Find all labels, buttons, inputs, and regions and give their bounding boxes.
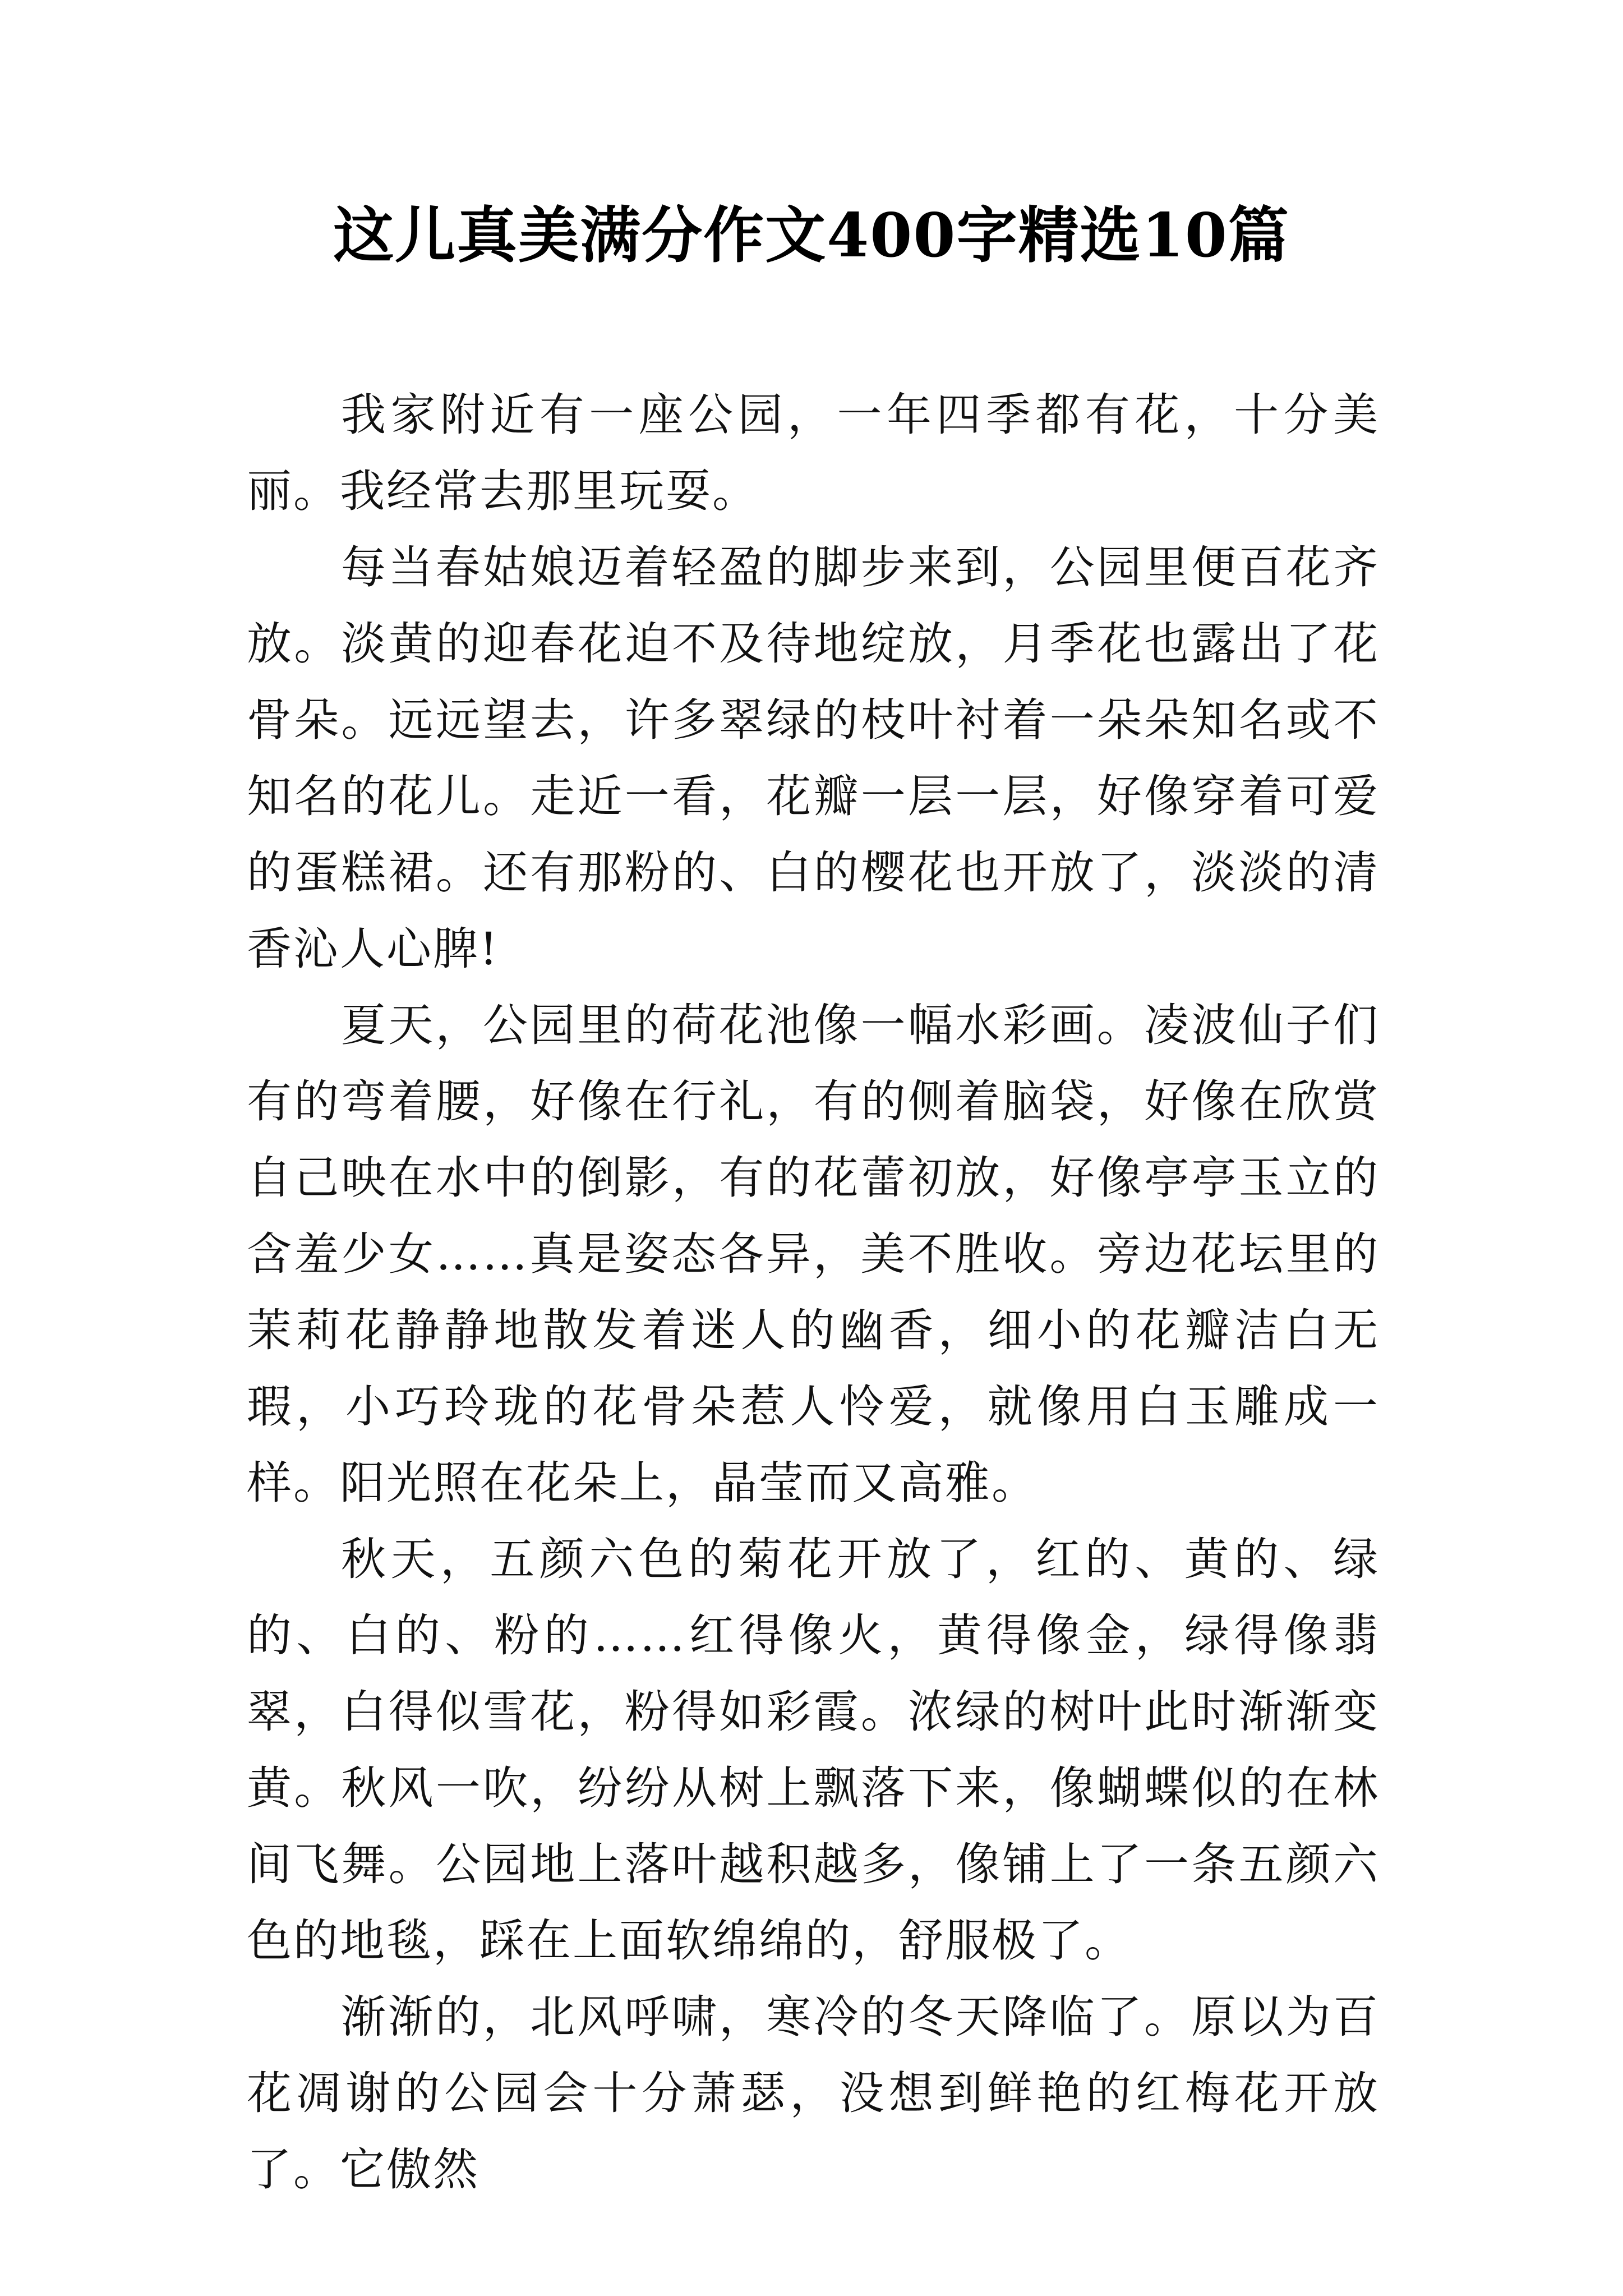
paragraph-spring: 每当春姑娘迈着轻盈的脚步来到，公园里便百花齐放。淡黄的迎春花迫不及待地绽放，月季花也露出了花骨朵。远远望去，许多翠绿的枝叶衬着一朵朵知名或不知名的花儿。走近一看，花瓣一层一层，好像穿着可爱的蛋糕裙。还有那粉的、白的樱花也开放了，淡淡的清香沁人心脾! — [247, 541, 1380, 975]
document-body — [247, 377, 1380, 2208]
paragraph-summer: 夏天，公园里的荷花池像一幅水彩画。凌波仙子们有的弯着腰，好像在行礼，有的侧着脑袋，好像在欣赏自己映在水中的倒影，有的花蕾初放，好像亭亭玉立的含羞少女……真是姿态各异，美不胜收。旁边花坛里的茉莉花静静地散发着迷人的幽香，细小的花瓣洁白无瑕，小巧玲珑的花骨朵惹人怜爱，就像用白玉雕成一样。阳光照在花朵上，晶莹而又高雅。 — [247, 999, 1380, 1509]
paragraph-winter: 渐渐的，北风呼啸，寒冷的冬天降临了。原以为百花凋谢的公园会十分萧瑟，没想到鲜艳的红梅花开放了。它傲然 — [247, 1991, 1380, 2196]
paragraph-autumn: 秋天，五颜六色的菊花开放了，红的、黄的、绿的、白的、粉的……红得像火，黄得像金，绿得像翡翠，白得似雪花，粉得如彩霞。浓绿的树叶此时渐渐变黄。秋风一吹，纷纷从树上飘落下来，像蝴蝶似的在林间飞舞。公园地上落叶越积越多，像铺上了一条五颜六色的地毯，踩在上面软绵绵的，舒服极了。 — [247, 1533, 1380, 1967]
document-title: 这儿真美满分作文400字精选10篇 — [333, 200, 1290, 271]
paragraph-intro: 我家附近有一座公园，一年四季都有花，十分美丽。我经常去那里玩耍。 — [247, 389, 1380, 517]
